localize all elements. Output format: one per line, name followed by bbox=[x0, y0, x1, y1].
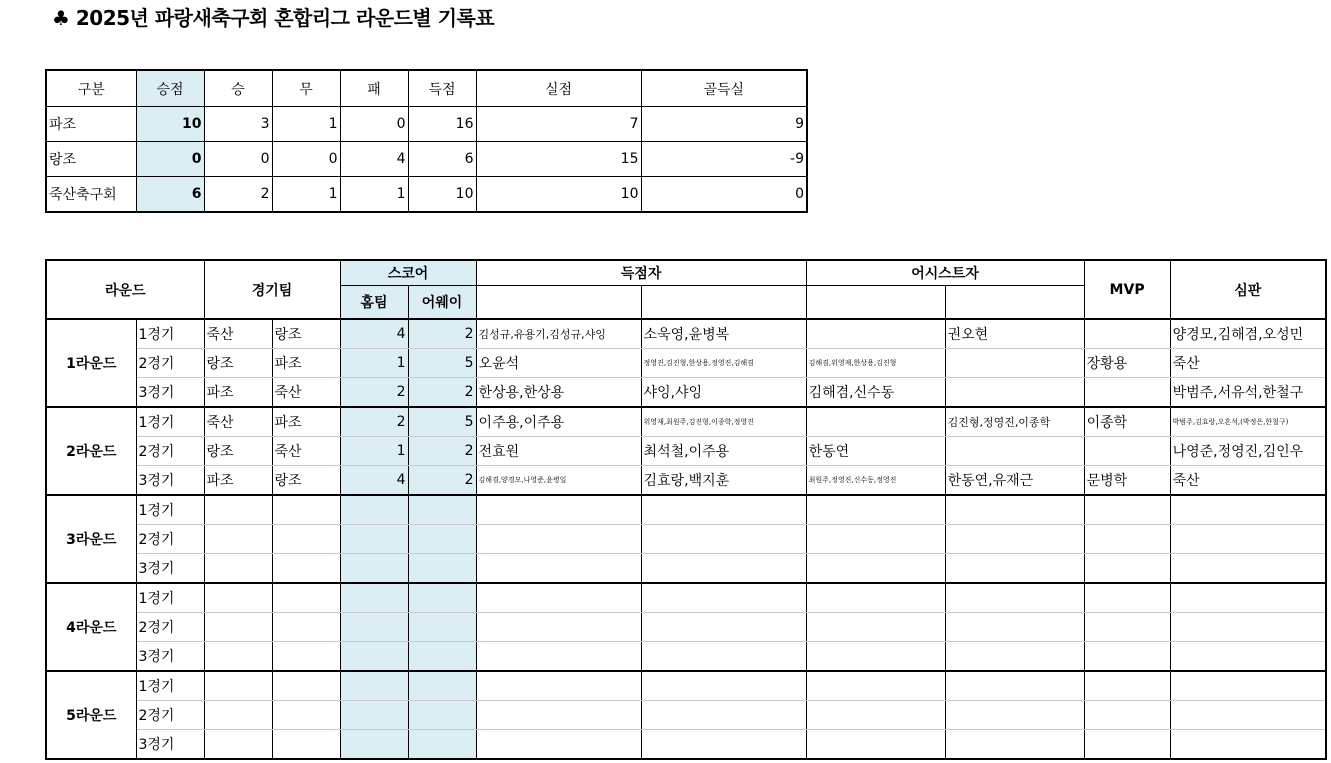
game-number: 2경기 bbox=[136, 349, 204, 378]
home-team: 죽산 bbox=[204, 407, 272, 437]
home-score bbox=[340, 583, 408, 613]
wins-value: 2 bbox=[204, 177, 272, 213]
record-header-row-1 bbox=[46, 260, 1326, 286]
game-row bbox=[46, 407, 1326, 437]
referee-names bbox=[1170, 583, 1326, 613]
assists-away bbox=[945, 701, 1084, 730]
referee-names bbox=[1170, 701, 1326, 730]
away-score: 2 bbox=[408, 466, 476, 496]
away-score bbox=[408, 495, 476, 525]
round-label: 1라운드 bbox=[46, 319, 136, 407]
home-score: 1 bbox=[340, 437, 408, 466]
assists-away bbox=[945, 378, 1084, 408]
home-team bbox=[204, 671, 272, 701]
mvp-name bbox=[1084, 613, 1170, 642]
assists-home bbox=[806, 642, 945, 672]
goal-difference-value: -9 bbox=[641, 142, 807, 177]
losses-value: 1 bbox=[340, 177, 408, 213]
scorers-home: 김해겸,양경모,나영준,윤병일 bbox=[476, 466, 641, 496]
home-score: 2 bbox=[340, 407, 408, 437]
away-score bbox=[408, 730, 476, 760]
scorers-away bbox=[641, 730, 806, 760]
away-score bbox=[408, 701, 476, 730]
scorers-home bbox=[476, 613, 641, 642]
team-name: 랑조 bbox=[46, 142, 136, 177]
header-assists-home bbox=[806, 286, 945, 320]
referee-names bbox=[1170, 554, 1326, 584]
home-team bbox=[204, 525, 272, 554]
assists-home bbox=[806, 525, 945, 554]
header-scorers: 득점자 bbox=[476, 260, 806, 286]
team-name: 파조 bbox=[46, 107, 136, 142]
home-score bbox=[340, 701, 408, 730]
assists-home bbox=[806, 671, 945, 701]
goals-against-value: 7 bbox=[476, 107, 641, 142]
away-team: 파조 bbox=[272, 407, 340, 437]
scorers-away: 소욱영,윤병복 bbox=[641, 319, 806, 349]
scorers-away: 김효랑,백지훈 bbox=[641, 466, 806, 496]
referee-names: 죽산 bbox=[1170, 349, 1326, 378]
home-score bbox=[340, 495, 408, 525]
mvp-name bbox=[1084, 378, 1170, 408]
referee-names bbox=[1170, 730, 1326, 760]
scorers-home bbox=[476, 701, 641, 730]
referee-names bbox=[1170, 642, 1326, 672]
home-team bbox=[204, 730, 272, 760]
referee-names bbox=[1170, 613, 1326, 642]
assists-home bbox=[806, 407, 945, 437]
assists-home: 한동연 bbox=[806, 437, 945, 466]
assists-away: 김진형,정영진,이종학 bbox=[945, 407, 1084, 437]
assists-away bbox=[945, 349, 1084, 378]
home-score: 1 bbox=[340, 349, 408, 378]
game-number: 2경기 bbox=[136, 525, 204, 554]
referee-names: 나영준,정영진,김인우 bbox=[1170, 437, 1326, 466]
game-row bbox=[46, 349, 1326, 378]
header-score: 스코어 bbox=[340, 260, 476, 286]
goals-for-value: 10 bbox=[408, 177, 476, 213]
away-team bbox=[272, 495, 340, 525]
home-score bbox=[340, 554, 408, 584]
scorers-home: 한상용,한상용 bbox=[476, 378, 641, 408]
home-team bbox=[204, 554, 272, 584]
away-team bbox=[272, 671, 340, 701]
away-team: 죽산 bbox=[272, 437, 340, 466]
scorers-home bbox=[476, 730, 641, 760]
home-team bbox=[204, 701, 272, 730]
game-row bbox=[46, 525, 1326, 554]
away-team bbox=[272, 613, 340, 642]
away-team bbox=[272, 730, 340, 760]
mvp-name bbox=[1084, 671, 1170, 701]
assists-away bbox=[945, 554, 1084, 584]
game-row bbox=[46, 378, 1326, 408]
away-score bbox=[408, 671, 476, 701]
mvp-name: 문병학 bbox=[1084, 466, 1170, 496]
standings-row bbox=[46, 177, 807, 213]
game-row bbox=[46, 437, 1326, 466]
goals-against-value: 10 bbox=[476, 177, 641, 213]
away-score bbox=[408, 554, 476, 584]
draws-value: 0 bbox=[272, 142, 340, 177]
scorers-away bbox=[641, 671, 806, 701]
referee-names bbox=[1170, 495, 1326, 525]
losses-value: 0 bbox=[340, 107, 408, 142]
mvp-name bbox=[1084, 495, 1170, 525]
goals-against-value: 15 bbox=[476, 142, 641, 177]
game-number: 2경기 bbox=[136, 701, 204, 730]
draws-value: 1 bbox=[272, 107, 340, 142]
assists-away bbox=[945, 671, 1084, 701]
scorers-home bbox=[476, 583, 641, 613]
header-home: 홈팀 bbox=[340, 286, 408, 320]
home-team bbox=[204, 642, 272, 672]
referee-names: 박범주,김효랑,오흔석,(박정은,한철구) bbox=[1170, 407, 1326, 437]
home-team: 죽산 bbox=[204, 319, 272, 349]
game-row bbox=[46, 613, 1326, 642]
round-label: 5라운드 bbox=[46, 671, 136, 759]
game-row bbox=[46, 642, 1326, 672]
game-number: 1경기 bbox=[136, 583, 204, 613]
assists-home bbox=[806, 319, 945, 349]
assists-away bbox=[945, 437, 1084, 466]
home-score bbox=[340, 730, 408, 760]
team-name: 죽산축구회 bbox=[46, 177, 136, 213]
losses-value: 4 bbox=[340, 142, 408, 177]
standings-row bbox=[46, 107, 807, 142]
game-row bbox=[46, 701, 1326, 730]
header-losses: 패 bbox=[340, 70, 408, 107]
referee-names bbox=[1170, 525, 1326, 554]
scorers-home bbox=[476, 642, 641, 672]
away-score: 2 bbox=[408, 319, 476, 349]
home-team bbox=[204, 583, 272, 613]
header-referee: 심판 bbox=[1170, 260, 1326, 319]
assists-home: 김해겸,신수동 bbox=[806, 378, 945, 408]
home-team bbox=[204, 495, 272, 525]
scorers-away bbox=[641, 525, 806, 554]
mvp-name bbox=[1084, 554, 1170, 584]
header-teams: 경기팀 bbox=[204, 260, 340, 319]
assists-home bbox=[806, 730, 945, 760]
game-number: 3경기 bbox=[136, 642, 204, 672]
away-score bbox=[408, 613, 476, 642]
assists-away bbox=[945, 642, 1084, 672]
game-number: 3경기 bbox=[136, 554, 204, 584]
scorers-away: 샤잉,샤잉 bbox=[641, 378, 806, 408]
home-score bbox=[340, 642, 408, 672]
header-draws: 무 bbox=[272, 70, 340, 107]
assists-away bbox=[945, 495, 1084, 525]
goals-for-value: 16 bbox=[408, 107, 476, 142]
page-title: ♣ 2025년 파랑새축구회 혼합리그 라운드별 기록표 bbox=[52, 6, 495, 30]
points-value: 10 bbox=[136, 107, 204, 142]
away-team: 랑조 bbox=[272, 466, 340, 496]
game-number: 2경기 bbox=[136, 613, 204, 642]
game-row bbox=[46, 730, 1326, 760]
scorers-home: 오윤석 bbox=[476, 349, 641, 378]
game-number: 1경기 bbox=[136, 407, 204, 437]
away-score: 5 bbox=[408, 407, 476, 437]
away-team bbox=[272, 554, 340, 584]
header-round: 라운드 bbox=[46, 260, 204, 319]
away-team: 죽산 bbox=[272, 378, 340, 408]
away-team bbox=[272, 525, 340, 554]
away-score: 2 bbox=[408, 378, 476, 408]
home-team: 랑조 bbox=[204, 349, 272, 378]
home-score: 4 bbox=[340, 466, 408, 496]
home-score bbox=[340, 525, 408, 554]
game-row bbox=[46, 466, 1326, 496]
home-score bbox=[340, 613, 408, 642]
away-score bbox=[408, 525, 476, 554]
assists-away bbox=[945, 525, 1084, 554]
standings-header-row bbox=[46, 70, 807, 107]
referee-names: 죽산 bbox=[1170, 466, 1326, 496]
assists-away: 권오현 bbox=[945, 319, 1084, 349]
home-score: 2 bbox=[340, 378, 408, 408]
referee-names: 박범주,서유석,한철구 bbox=[1170, 378, 1326, 408]
game-number: 1경기 bbox=[136, 671, 204, 701]
assists-home: 최원주,정영진,신수동,정영진 bbox=[806, 466, 945, 496]
mvp-name bbox=[1084, 437, 1170, 466]
header-wins: 승 bbox=[204, 70, 272, 107]
scorers-away bbox=[641, 495, 806, 525]
points-value: 6 bbox=[136, 177, 204, 213]
away-team: 파조 bbox=[272, 349, 340, 378]
scorers-away: 최석철,이주용 bbox=[641, 437, 806, 466]
mvp-name bbox=[1084, 583, 1170, 613]
assists-home: 김해겸,위영재,한상용,김진형 bbox=[806, 349, 945, 378]
scorers-away bbox=[641, 554, 806, 584]
home-score bbox=[340, 671, 408, 701]
scorers-home bbox=[476, 671, 641, 701]
away-team: 랑조 bbox=[272, 319, 340, 349]
header-goals-against: 실점 bbox=[476, 70, 641, 107]
mvp-name bbox=[1084, 701, 1170, 730]
home-team: 파조 bbox=[204, 466, 272, 496]
scorers-home bbox=[476, 495, 641, 525]
assists-home bbox=[806, 701, 945, 730]
standings-table bbox=[45, 69, 808, 213]
away-team bbox=[272, 583, 340, 613]
mvp-name bbox=[1084, 525, 1170, 554]
header-scorers-away bbox=[641, 286, 806, 320]
goal-difference-value: 9 bbox=[641, 107, 807, 142]
assists-away: 한동연,유재근 bbox=[945, 466, 1084, 496]
scorers-home bbox=[476, 525, 641, 554]
standings-row bbox=[46, 142, 807, 177]
header-scorers-home bbox=[476, 286, 641, 320]
wins-value: 3 bbox=[204, 107, 272, 142]
referee-names: 양경모,김해겸,오성민 bbox=[1170, 319, 1326, 349]
home-score: 4 bbox=[340, 319, 408, 349]
home-team: 파조 bbox=[204, 378, 272, 408]
mvp-name bbox=[1084, 642, 1170, 672]
mvp-name: 장황용 bbox=[1084, 349, 1170, 378]
game-row bbox=[46, 583, 1326, 613]
assists-home bbox=[806, 583, 945, 613]
game-number: 2경기 bbox=[136, 437, 204, 466]
away-score bbox=[408, 642, 476, 672]
header-assists-away bbox=[945, 286, 1084, 320]
away-score: 2 bbox=[408, 437, 476, 466]
header-goals-for: 득점 bbox=[408, 70, 476, 107]
away-team bbox=[272, 642, 340, 672]
away-score: 5 bbox=[408, 349, 476, 378]
header-assists: 어시스트자 bbox=[806, 260, 1084, 286]
away-score bbox=[408, 583, 476, 613]
header-mvp: MVP bbox=[1084, 260, 1170, 319]
header-division: 구분 bbox=[46, 70, 136, 107]
draws-value: 1 bbox=[272, 177, 340, 213]
game-number: 3경기 bbox=[136, 466, 204, 496]
game-row bbox=[46, 671, 1326, 701]
game-row bbox=[46, 495, 1326, 525]
scorers-home: 이주용,이주용 bbox=[476, 407, 641, 437]
assists-away bbox=[945, 613, 1084, 642]
referee-names bbox=[1170, 671, 1326, 701]
scorers-away bbox=[641, 613, 806, 642]
game-row bbox=[46, 554, 1326, 584]
wins-value: 0 bbox=[204, 142, 272, 177]
points-value: 0 bbox=[136, 142, 204, 177]
goals-for-value: 6 bbox=[408, 142, 476, 177]
round-record-table bbox=[45, 259, 1327, 760]
game-number: 3경기 bbox=[136, 378, 204, 408]
goal-difference-value: 0 bbox=[641, 177, 807, 213]
scorers-away bbox=[641, 583, 806, 613]
scorers-away: 위영재,최원주,김진형,이종학,정영진 bbox=[641, 407, 806, 437]
game-row bbox=[46, 319, 1326, 349]
scorers-home bbox=[476, 554, 641, 584]
game-number: 3경기 bbox=[136, 730, 204, 760]
scorers-away bbox=[641, 642, 806, 672]
scorers-home: 김성규,유용기,김성규,샤잉 bbox=[476, 319, 641, 349]
assists-home bbox=[806, 554, 945, 584]
home-team bbox=[204, 613, 272, 642]
home-team: 랑조 bbox=[204, 437, 272, 466]
scorers-home: 전효원 bbox=[476, 437, 641, 466]
round-label: 4라운드 bbox=[46, 583, 136, 671]
mvp-name bbox=[1084, 730, 1170, 760]
scorers-away bbox=[641, 701, 806, 730]
game-number: 1경기 bbox=[136, 495, 204, 525]
away-team bbox=[272, 701, 340, 730]
game-number: 1경기 bbox=[136, 319, 204, 349]
scorers-away: 정영진,김진형,한상용,정영진,김해겸 bbox=[641, 349, 806, 378]
mvp-name: 이종학 bbox=[1084, 407, 1170, 437]
header-goal-difference: 골득실 bbox=[641, 70, 807, 107]
header-points: 승점 bbox=[136, 70, 204, 107]
assists-home bbox=[806, 495, 945, 525]
header-away: 어웨이 bbox=[408, 286, 476, 320]
assists-home bbox=[806, 613, 945, 642]
assists-away bbox=[945, 730, 1084, 760]
round-label: 3라운드 bbox=[46, 495, 136, 583]
round-label: 2라운드 bbox=[46, 407, 136, 495]
assists-away bbox=[945, 583, 1084, 613]
mvp-name bbox=[1084, 319, 1170, 349]
